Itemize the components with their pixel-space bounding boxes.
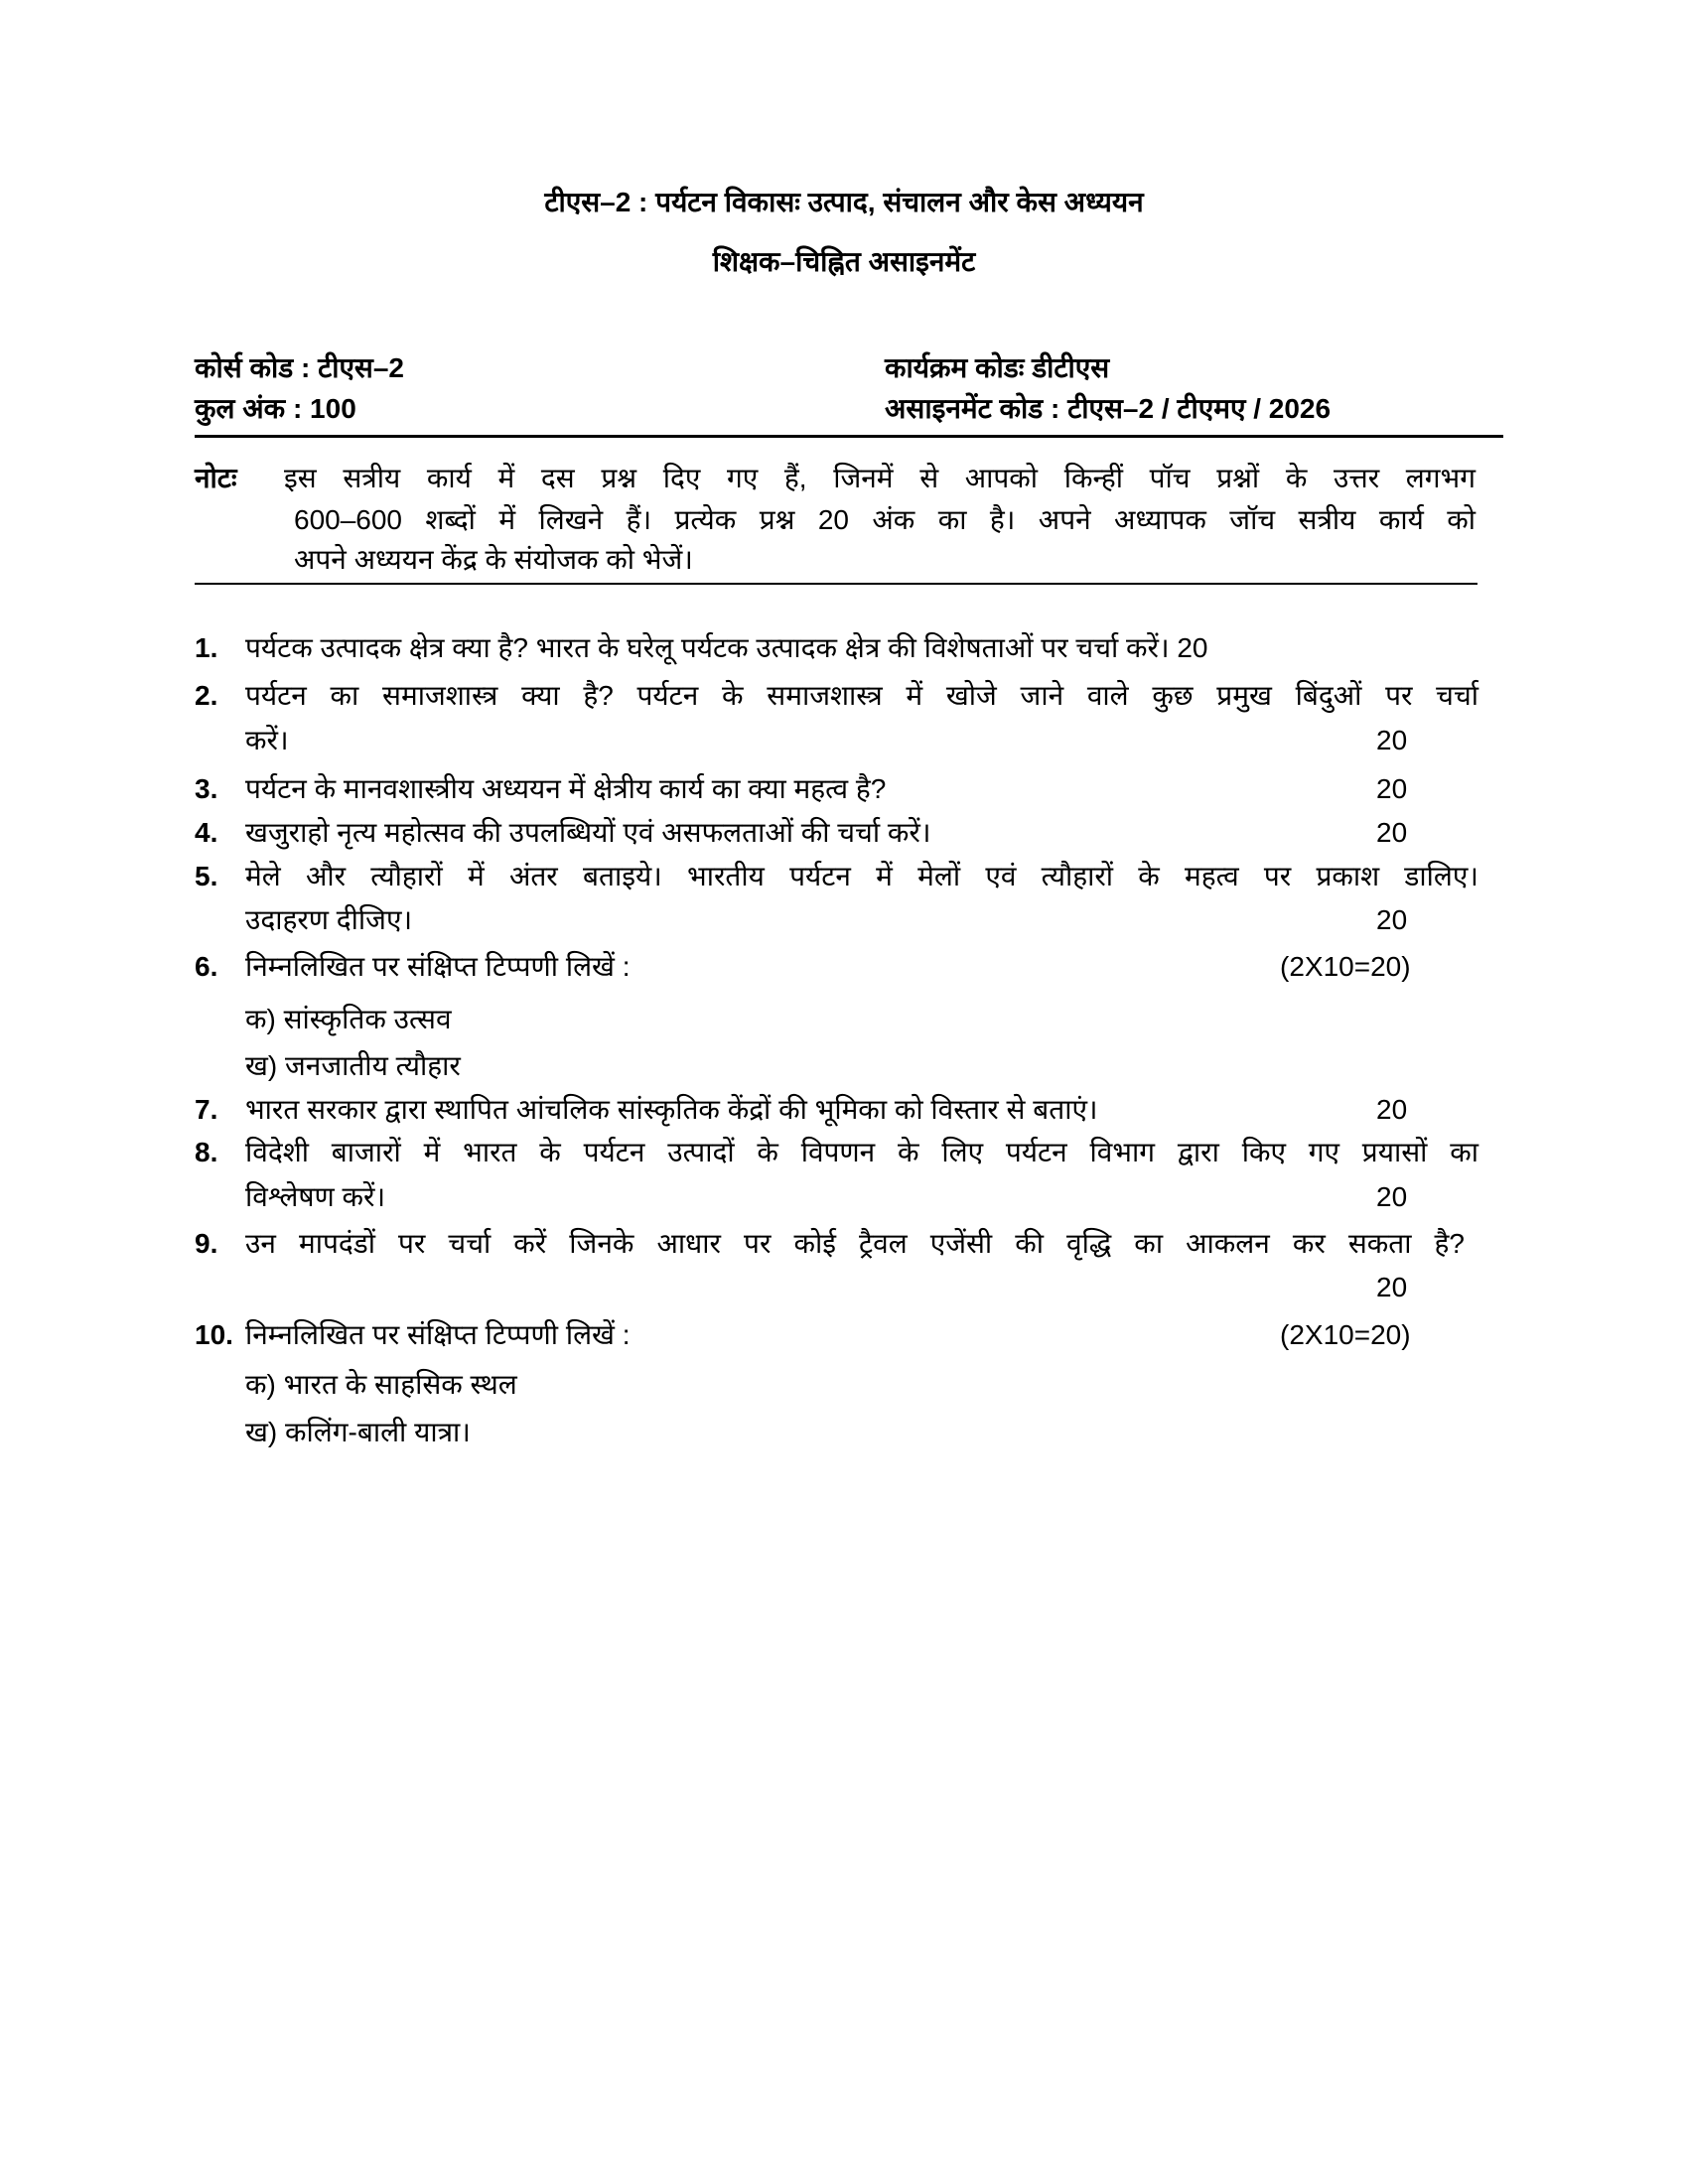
question-text: उन मापदंडों पर चर्चा करें जिनके आधार पर कोई ट्रैवल एजेंसी की वृद्धि का आकलन कर सकता है? bbox=[245, 1228, 1465, 1259]
question-number: 7. bbox=[195, 1094, 218, 1125]
question-number: 4. bbox=[195, 817, 218, 848]
question-marks: 20 bbox=[1376, 1181, 1408, 1212]
sub-item: ख) कलिंग-बाली यात्रा। bbox=[245, 1417, 471, 1447]
question-marks: 20 bbox=[1376, 904, 1408, 935]
question-text: विदेशी बाजारों में भारत के पर्यटन उत्पादों के विपणन के लिए पर्यटन विभाग द्वारा किए गए प्रयासों का bbox=[245, 1137, 1478, 1167]
question-marks: 20 bbox=[1376, 773, 1408, 804]
sub-item: ख) जनजातीय त्यौहार bbox=[245, 1050, 461, 1081]
note-line: इस सत्रीय कार्य में दस प्रश्न दिए गए हैं, जिनमें से आपको किन्हीं पॉच प्रश्नों के उत्तर लगभग bbox=[284, 463, 1476, 493]
question-text: निम्नलिखित पर संक्षिप्त टिप्पणी लिखें : bbox=[245, 1319, 631, 1350]
question-text: पर्यटन का समाजशास्त्र क्या है? पर्यटन के समाजशास्त्र में खोजे जाने वाले कुछ प्रमुख बिंदुओं पर चर्चा bbox=[245, 680, 1478, 711]
question-number: 8. bbox=[195, 1137, 218, 1167]
question-text: करें। bbox=[245, 725, 289, 755]
sub-item: क) सांस्कृतिक उत्सव bbox=[245, 1004, 452, 1034]
total-marks: कुल अंक : 100 bbox=[195, 393, 356, 424]
course-code: कोर्स कोड : टीएस–2 bbox=[195, 352, 405, 383]
header-divider bbox=[195, 435, 1503, 438]
question-text: भारत सरकार द्वारा स्थापित आंचलिक सांस्कृतिक केंद्रों की भूमिका को विस्तार से बताएं। bbox=[245, 1094, 1098, 1125]
assignment-code: असाइनमेंट कोड : टीएस–2 / टीएमए / 2026 bbox=[885, 393, 1332, 424]
question-text: निम्नलिखित पर संक्षिप्त टिप्पणी लिखें : bbox=[245, 951, 631, 982]
question-text: खजुराहो नृत्य महोत्सव की उपलब्धियों एवं असफलताओं की चर्चा करें। bbox=[245, 817, 931, 848]
question-number: 5. bbox=[195, 861, 218, 891]
question-number: 1. bbox=[195, 632, 218, 663]
question-text: पर्यटक उत्पादक क्षेत्र क्या है? भारत के घरेलू पर्यटक उत्पादक क्षेत्र की विशेषताओं पर चर्चा करें। 20 bbox=[245, 632, 1208, 663]
question-text: पर्यटन के मानवशास्त्रीय अध्ययन में क्षेत्रीय कार्य का क्या महत्व है? bbox=[245, 773, 887, 804]
sub-item: क) भारत के साहसिक स्थल bbox=[245, 1369, 517, 1400]
question-marks: 20 bbox=[1376, 1094, 1408, 1125]
question-number: 3. bbox=[195, 773, 218, 804]
question-text: उदाहरण दीजिए। bbox=[245, 904, 413, 935]
question-number: 9. bbox=[195, 1228, 218, 1259]
question-number: 10. bbox=[195, 1319, 233, 1350]
question-marks: (2X10=20) bbox=[1280, 1319, 1411, 1350]
question-marks: 20 bbox=[1376, 1272, 1408, 1302]
document-title: टीएस–2 : पर्यटन विकासः उत्पाद, संचालन और केस अध्ययन bbox=[544, 187, 1144, 217]
question-text: मेले और त्यौहारों में अंतर बताइये। भारतीय पर्यटन में मेलों एवं त्यौहारों के महत्व पर प्रकाश डालिए। bbox=[245, 861, 1478, 891]
note-line: अपने अध्ययन केंद्र के संयोजक को भेजें। bbox=[294, 544, 693, 575]
program-code: कार्यक्रम कोडः डीटीएस bbox=[885, 352, 1110, 383]
note-line: 600–600 शब्दों में लिखने हैं। प्रत्येक प्रश्न 20 अंक का है। अपने अध्यापक जॉच सत्रीय कार्य को bbox=[294, 504, 1476, 535]
question-marks: 20 bbox=[1376, 817, 1408, 848]
question-marks: 20 bbox=[1376, 725, 1408, 755]
question-text: विश्लेषण करें। bbox=[245, 1181, 386, 1212]
document-subtitle: शिक्षक–चिह्नित असाइनमेंट bbox=[712, 246, 976, 277]
note-label: नोटः bbox=[195, 463, 237, 493]
question-marks: (2X10=20) bbox=[1280, 951, 1411, 982]
question-number: 6. bbox=[195, 951, 218, 982]
note-divider bbox=[195, 583, 1477, 585]
question-number: 2. bbox=[195, 680, 218, 711]
